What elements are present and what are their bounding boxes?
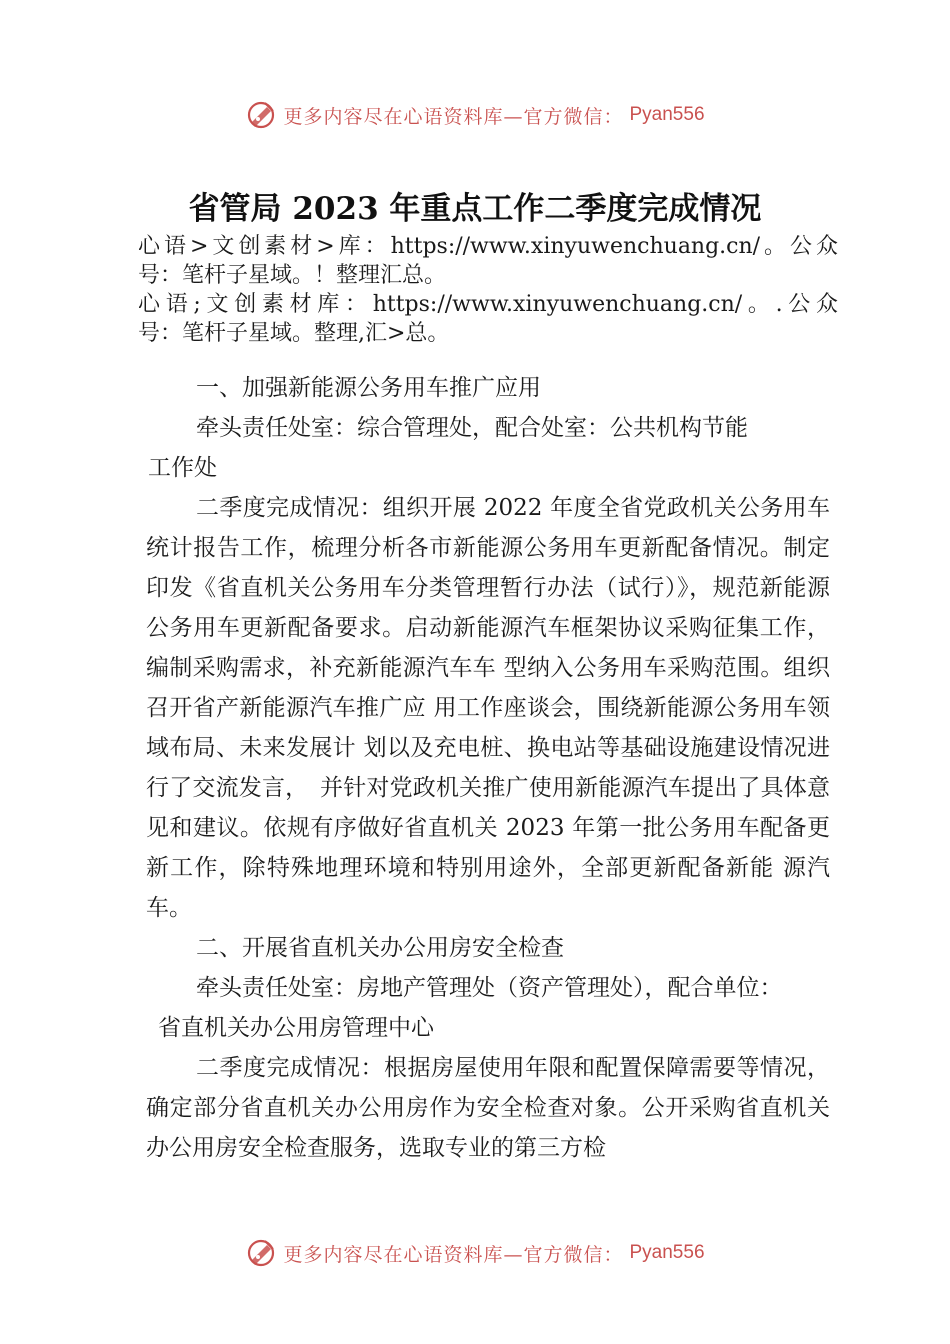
section-heading: 二、开展省直机关办公用房安全检查 [196, 935, 564, 961]
note-line: 号：笔杆子星域。整理,汇>总。 [138, 321, 450, 346]
section-lead-continuation: 工作处 [148, 455, 217, 481]
section-body: 二季度完成情况：根据房屋使用年限和配置保障需要等情况，确定部分省直机关办公用房作为安全检查对象。公开采购省直机关办公用房安全检查服务，选取专业的第三方检 [146, 1055, 830, 1161]
banner-text: 更多内容尽在心语资料库—官方微信： [283, 1243, 624, 1266]
banner-wechat-id: Pyan556 [629, 1242, 705, 1263]
banner-text: 更多内容尽在心语资料库—官方微信： [283, 105, 624, 128]
section-body: 二季度完成情况：组织开展 2022 年度全省党政机关公务用车统计报告工作，梳理分析各市新能源公务用车更新配备情况。制定印发《省直机关公务用车分类管理暂行办法（试行）》，规范新能源公务用车更新配备要求。启动新能源汽车框架协议采购征集工作，编制采购需求，补充新能源汽车车 型纳入公务用车采购范围。组织召开省产新能源汽车推广应 用工作座谈会，围绕新能源公务用车领域布局、未来发展计 划以及充电桩、换电站等基础设施建设情况进行了交流发言， 并针对党政机关推广使用新能源汽车提出了具体意见和建议。依规有序做好省直机关 2023 年第一批公务用车配备更新工作，除特殊地理环境和特别用途外，全部更新配备新能 源汽车。 [146, 495, 830, 921]
document-body [146, 368, 830, 1168]
note-line: 心语;文创素材库：https://www.xinyuwenchuang.cn/。.公众 [138, 292, 838, 317]
note-line: 号：笔杆子星域。！整理汇总。 [138, 263, 447, 288]
footer-banner [0, 1233, 950, 1273]
section-lead: 牵头责任处室：综合管理处，配合处室：公共机构节能 [196, 415, 748, 441]
document-title: 省管局 2023 年重点工作二季度完成情况 [188, 191, 762, 227]
header-banner [0, 95, 950, 135]
pen-nib-logo-icon [245, 1237, 277, 1269]
section-lead: 牵头责任处室：房地产管理处（资产管理处），配合单位： [196, 975, 783, 1001]
section-heading: 一、加强新能源公务用车推广应用 [196, 375, 541, 401]
pen-nib-logo-icon [245, 99, 277, 131]
banner-wechat-id: Pyan556 [629, 104, 705, 125]
source-notes [138, 232, 838, 348]
note-line: 心语>文创素材>库：https://www.xinyuwenchuang.cn/。公众 [138, 234, 838, 259]
section-lead-continuation: 省直机关办公用房管理中心 [158, 1015, 434, 1041]
